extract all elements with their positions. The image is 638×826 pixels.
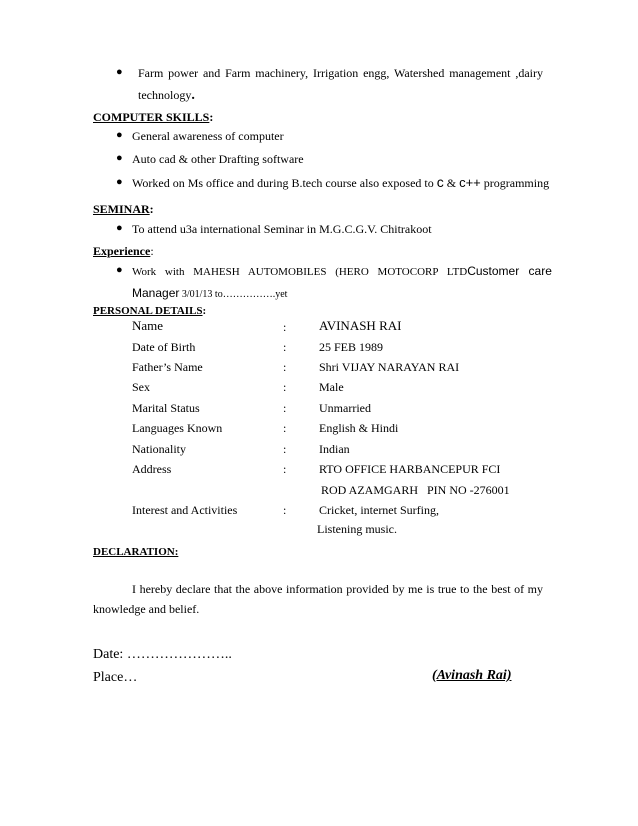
experience-line2 [132, 284, 287, 302]
experience-company: Work with MAHESH AUTOMOBILES (HERO MOTOCORP LTD [132, 266, 468, 278]
intro-line2-dot: . [191, 88, 195, 103]
bullet-icon: ● [116, 129, 123, 141]
computer-skills-heading [93, 108, 213, 126]
computer-skill-item [132, 174, 549, 191]
declaration-heading [93, 542, 178, 560]
detail-separator: : [283, 442, 287, 456]
detail-value: Male [319, 380, 344, 394]
detail-value: Indian [319, 442, 350, 456]
detail-separator: : [283, 421, 287, 435]
computer-skills-colon: : [209, 110, 214, 124]
detail-separator: : [283, 360, 287, 374]
detail-separator: : [283, 401, 287, 415]
intro-bullet-line2 [138, 88, 195, 104]
detail-value: 25 FEB 1989 [319, 340, 384, 354]
detail-value: Unmarried [319, 401, 371, 415]
detail-label: Sex [132, 380, 150, 394]
skill3-text: Worked on Ms office and during B.tech course also exposed to [132, 176, 437, 190]
personal-details-colon: : [202, 305, 207, 317]
skill3-amp: & [443, 176, 460, 190]
detail-separator: : [283, 320, 287, 334]
intro-bullet-line1: Farm power and Farm machinery, Irrigation engg, Watershed management ,dairy [138, 66, 543, 80]
detail-separator: : [283, 340, 287, 354]
bullet-icon: ● [116, 222, 123, 234]
bullet-icon: ● [116, 176, 123, 188]
interest-line2: Listening music. [317, 522, 397, 536]
seminar-item: To attend u3a international Seminar in M.G.C.G.V. Chitrakoot [132, 222, 432, 236]
intro-line2-text: technology [138, 88, 192, 102]
bullet-icon: ● [116, 152, 123, 164]
skill3-c: c [436, 174, 444, 190]
computer-skills-title: COMPUTER SKILLS [93, 110, 210, 124]
declaration-title: DECLARATION: [93, 546, 179, 558]
detail-label: Date of Birth [132, 340, 196, 354]
detail-value: AVINASH RAI [319, 318, 402, 333]
date-line: Date: ………………….. [93, 647, 232, 662]
detail-value: RTO OFFICE HARBANCEPUR FCI [319, 462, 501, 476]
signature-name: (Avinash Rai) [432, 668, 512, 683]
declaration-text-line1: I hereby declare that the above information provided by me is true to the best of my [132, 582, 543, 596]
detail-separator: : [283, 380, 287, 394]
experience-role-cont: Manager [132, 286, 180, 300]
detail-value: Cricket, internet Surfing, [319, 503, 439, 517]
detail-label: Marital Status [132, 401, 200, 415]
experience-line1 [132, 264, 552, 278]
experience-title: Experience [93, 244, 151, 258]
seminar-title: SEMINAR [93, 202, 150, 216]
skill3-cpp: c++ [459, 175, 481, 190]
detail-separator: : [283, 503, 287, 517]
detail-value: Shri VIJAY NARAYAN RAI [319, 360, 460, 374]
detail-label: Languages Known [132, 421, 223, 435]
computer-skill-item: Auto cad & other Drafting software [132, 152, 304, 166]
skill3-tail: programming [480, 176, 550, 190]
detail-label: Father’s Name [132, 360, 203, 374]
personal-details-heading [93, 301, 206, 319]
detail-value: English & Hindi [319, 421, 399, 435]
experience-dates: 3/01/13 to…………….yet [179, 289, 288, 300]
experience-heading [93, 242, 154, 260]
detail-label: Address [132, 462, 172, 476]
place-line: Place… [93, 670, 138, 685]
address-line2: ROD AZAMGARH PIN NO -276001 [321, 483, 510, 497]
detail-label: Interest and Activities [132, 503, 238, 517]
detail-label: Nationality [132, 442, 186, 456]
bullet-icon: ● [116, 66, 123, 78]
bullet-icon: ● [116, 264, 123, 276]
detail-separator: : [283, 462, 287, 476]
detail-label: Name [132, 318, 164, 333]
computer-skill-item: General awareness of computer [132, 129, 284, 143]
seminar-colon: : [149, 202, 154, 216]
experience-role: Customer care [467, 264, 552, 278]
declaration-text-line2: knowledge and belief. [93, 602, 200, 616]
experience-colon: : [150, 244, 154, 258]
personal-details-title: PERSONAL DETAILS [93, 305, 203, 317]
seminar-heading [93, 200, 154, 218]
